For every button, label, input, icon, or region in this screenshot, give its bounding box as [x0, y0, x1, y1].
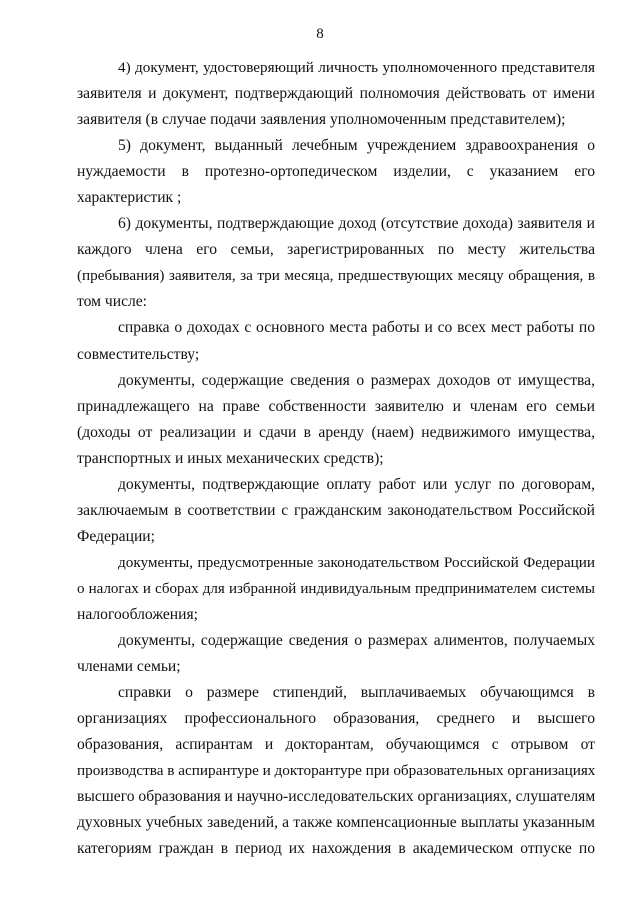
text-line: высшего образования и научно-исследовательских организациях, слушателям — [77, 788, 595, 806]
text-line: принадлежащего на праве собственности заявителю и членам его семьи — [77, 397, 595, 415]
text-line: документы, содержащие сведения о размерах доходов от имущества, — [118, 371, 595, 389]
text-line: 5) документ, выданный лечебным учреждением здравоохранения о — [118, 137, 595, 155]
text-line: нуждаемости в протезно-ортопедическом изделии, с указанием его — [77, 163, 595, 181]
text-line: налогообложения; — [77, 605, 199, 623]
text-line: характеристик ; — [77, 189, 182, 207]
text-line: (доходы от реализации и сдачи в аренду (наем) недвижимого имущества, — [77, 423, 595, 441]
text-line: заявителя и документ, подтверждающий полномочия действовать от имени — [77, 85, 595, 103]
text-line: заключаемым в соответствии с гражданским законодательством Российской — [77, 501, 595, 519]
text-line: 4) документ, удостоверяющий личность уполномоченного представителя — [118, 59, 595, 76]
text-line: справка о доходах с основного места работы и со всех мест работы по — [118, 319, 595, 337]
text-line: том числе: — [77, 293, 148, 311]
text-line: каждого члена его семьи, зарегистрированных по месту жительства — [77, 241, 595, 259]
page-number: 8 — [316, 26, 324, 42]
text-line: (пребывания) заявителя, за три месяца, предшествующих месяцу обращения, в — [77, 267, 595, 285]
text-line: производства в аспирантуре и докторантуре при образовательных организациях — [77, 762, 595, 780]
text-line: категориям граждан в период их нахождения в академическом отпуске по — [77, 840, 595, 858]
document-body — [77, 55, 595, 862]
text-line: справки о размере стипендий, выплачиваемых обучающимся в — [118, 684, 595, 702]
text-line: членами семьи; — [77, 658, 181, 676]
text-line: организациях профессионального образования, среднего и высшего — [77, 710, 595, 728]
text-line: 6) документы, подтверждающие доход (отсутствие дохода) заявителя и — [118, 215, 595, 233]
text-line: документы, содержащие сведения о размерах алиментов, получаемых — [118, 632, 595, 650]
text-line: документы, подтверждающие оплату работ или услуг по договорам, — [118, 475, 595, 493]
text-line: совместительству; — [77, 345, 200, 363]
text-line: о налогах и сборах для избранной индивидуальным предпринимателем системы — [77, 580, 595, 597]
text-line: духовных учебных заведений, а также компенсационные выплаты указанным — [77, 814, 595, 832]
text-line: документы, предусмотренные законодательством Российской Федерации — [118, 553, 595, 571]
text-line: транспортных и иных механических средств); — [77, 449, 384, 467]
text-line: образования, аспирантам и докторантам, обучающимся с отрывом от — [77, 736, 595, 754]
text-line: заявителя (в случае подачи заявления уполномоченным представителем); — [77, 111, 566, 129]
text-line: Федерации; — [77, 527, 155, 545]
